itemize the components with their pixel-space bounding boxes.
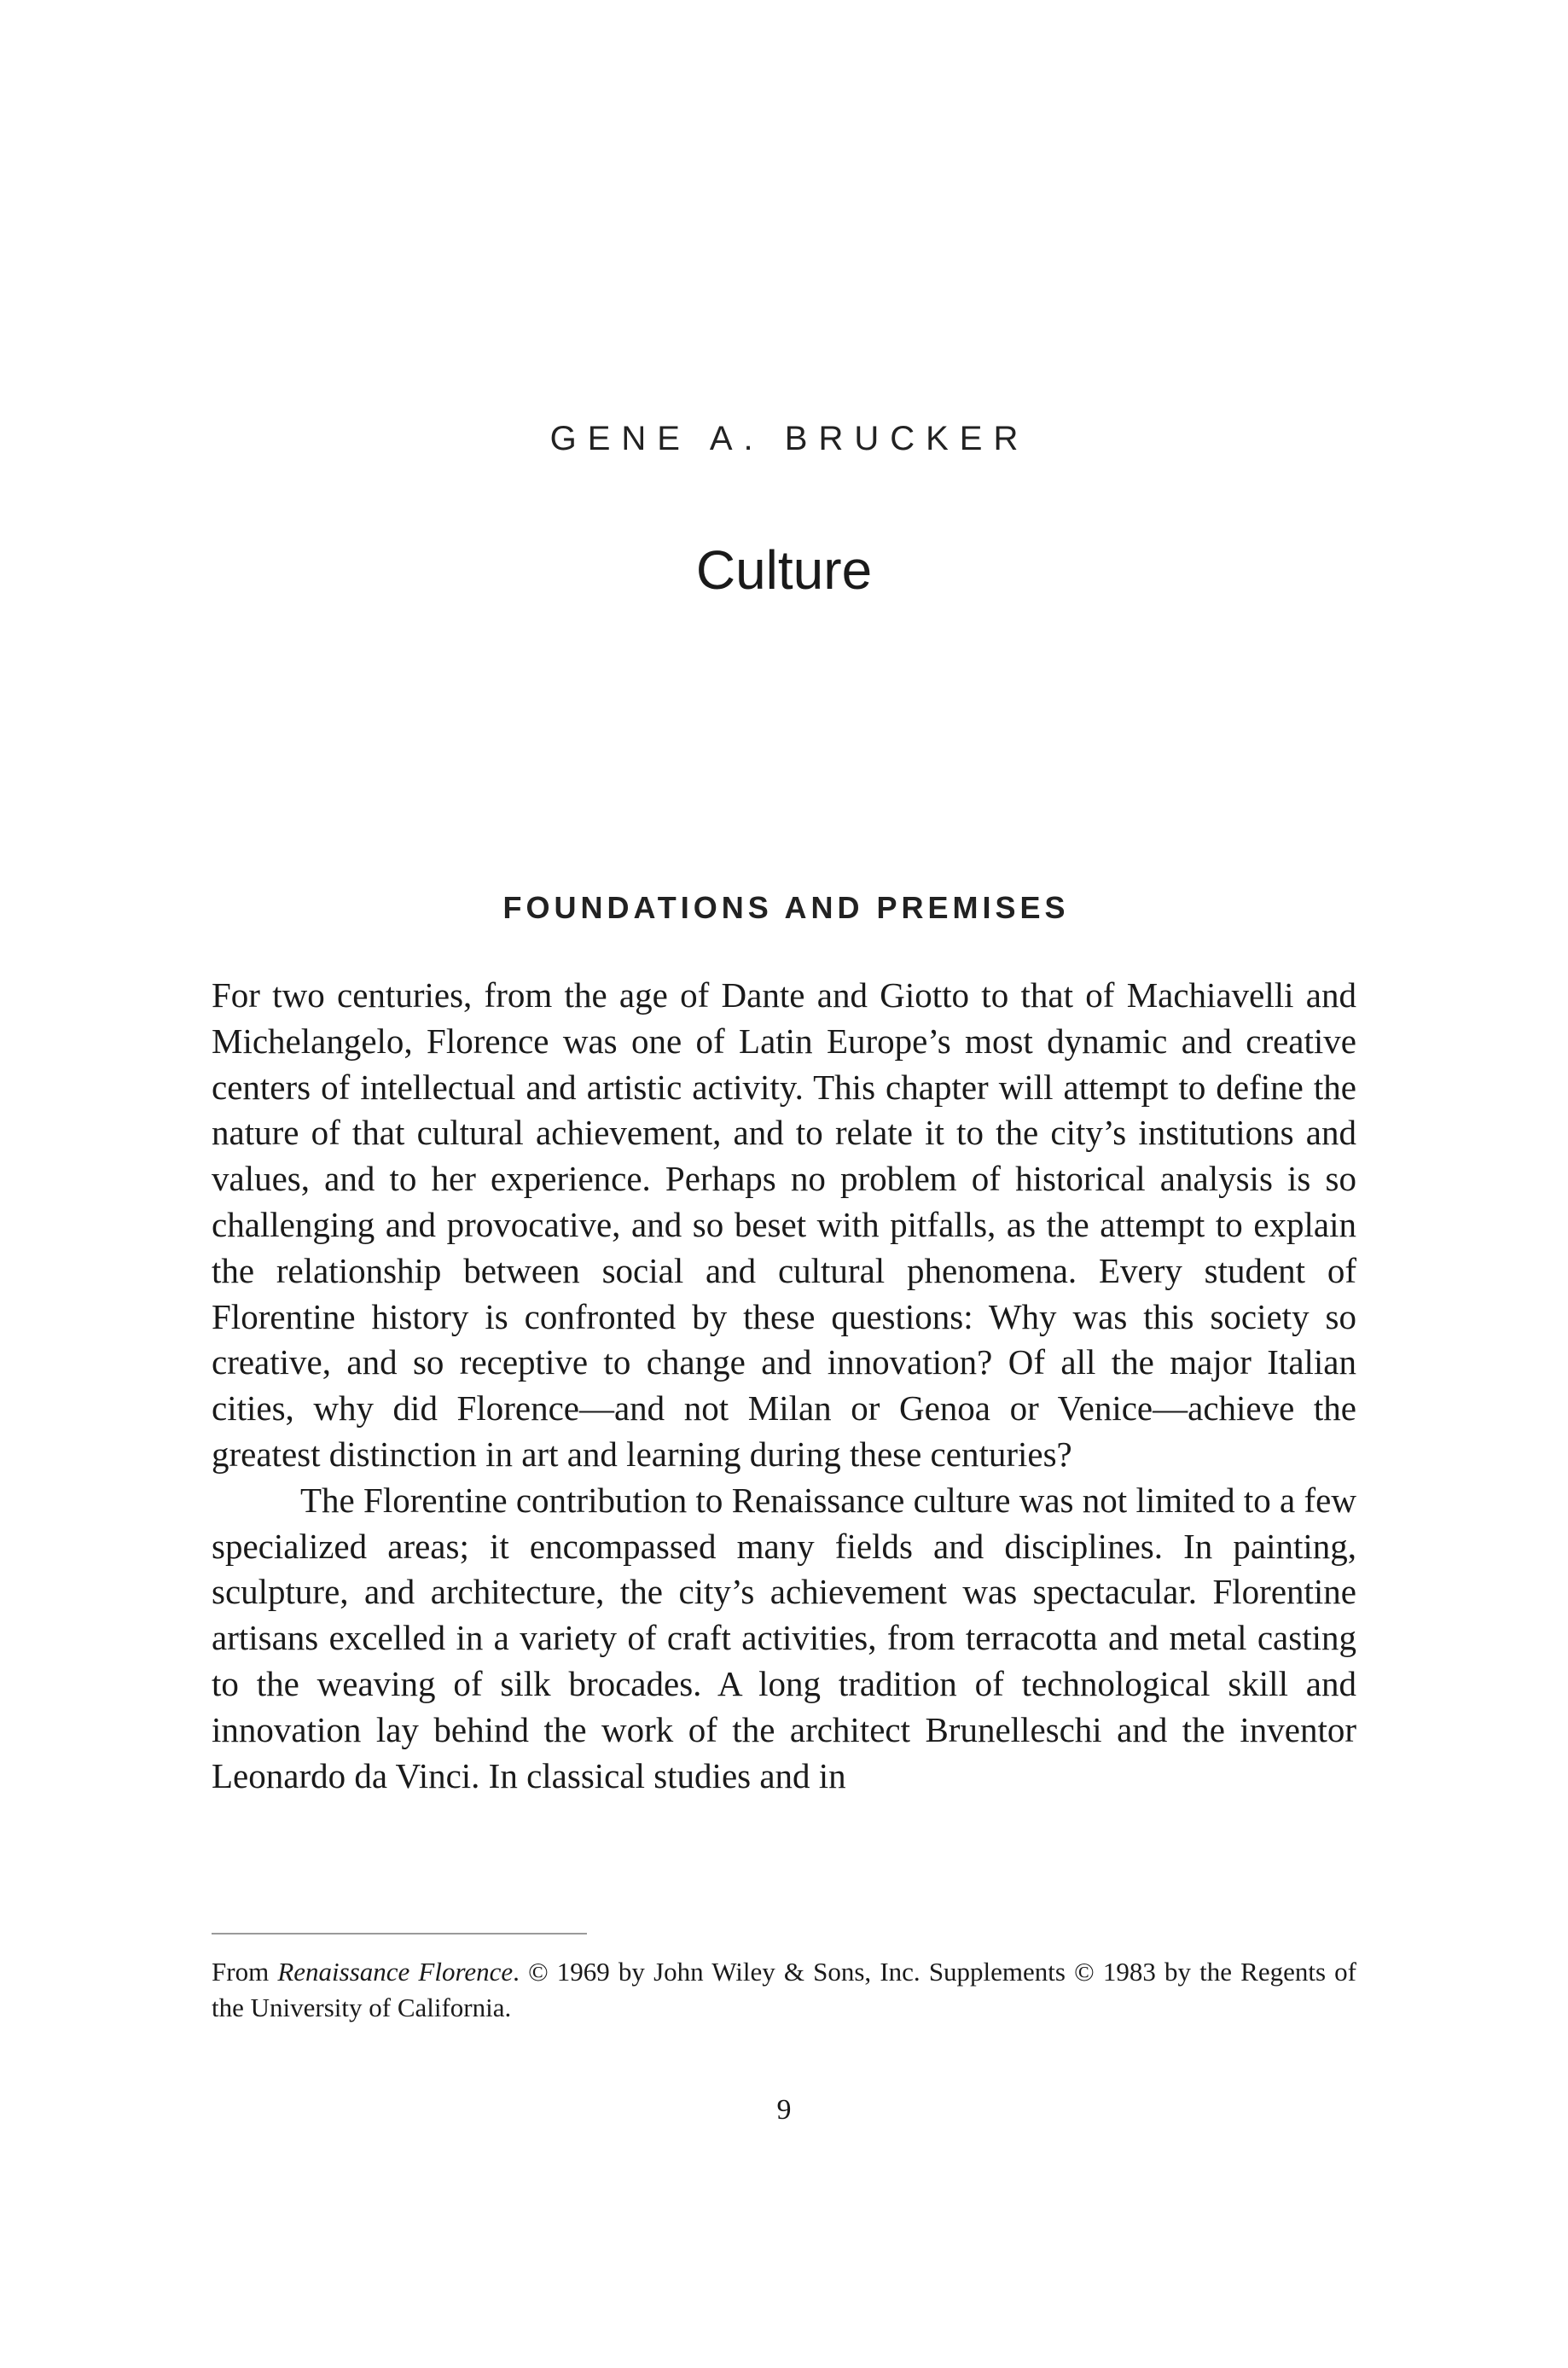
footnote	[212, 1954, 1356, 2026]
footnote-book-title: Renaissance Florence	[277, 1957, 514, 1987]
paragraph-2: The Florentine contribution to Renaissance culture was not limited to a few specialized areas; it encompassed many fields and disciplines. In painting, sculpture, and architecture, the city’s achievement was spectacular. Florentine artisans excelled in a variety of craft activities, from terracotta and metal casting to the weaving of silk brocades. A long tradition of technological skill and innovation lay behind the work of the architect Brunelleschi and the inventor Leonardo da Vinci. In classical studies and in	[212, 1480, 1356, 1795]
section-heading: FOUNDATIONS AND PREMISES	[502, 890, 1070, 925]
author-name: GENE A. BRUCKER	[549, 420, 1030, 457]
chapter-title: Culture	[695, 539, 873, 601]
footnote-divider	[212, 1933, 587, 1935]
page-number: 9	[776, 2094, 792, 2126]
footnote-prefix: From	[212, 1957, 278, 1987]
footnote-copyright: . © 1969 by John Wiley & Sons, Inc. Supplements © 1983 by the Regents of the University of California.	[212, 1957, 1356, 2022]
paragraph-1: For two centuries, from the age of Dante and Giotto to that of Machiavelli and Michelangelo, Florence was one of Latin Europe’s most dynamic and creative centers of intellectual and artistic activity. This chapter will attempt to define the nature of that cultural achievement, and to relate it to the city’s institutions and values, and to her experience. Perhaps no problem of historical analysis is so challenging and provocative, and so beset with pitfalls, as the attempt to explain the relationship between social and cultural phenomena. Every student of Florentine history is confronted by these questions: Why was this society so creative, and so receptive to change and innovation? Of all the major Italian cities, why did Florence—and not Milan or Genoa or Venice—achieve the greatest distinction in art and learning during these centuries?	[212, 975, 1356, 1474]
body-text	[212, 973, 1356, 1799]
